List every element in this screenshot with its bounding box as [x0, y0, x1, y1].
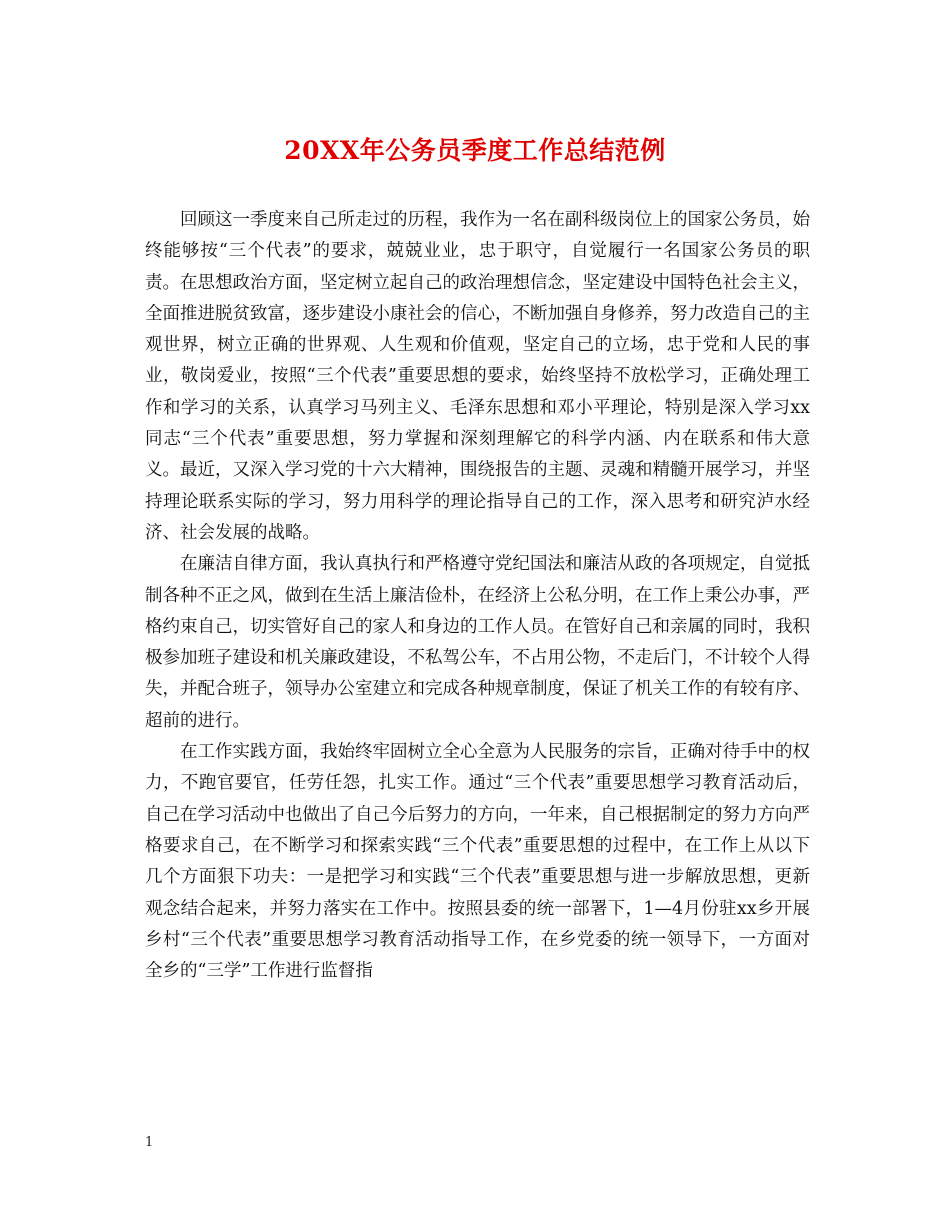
paragraph-work-practice: 在工作实践方面，我始终牢固树立全心全意为人民服务的宗旨，正确对待手中的权力，不跑官要官，任劳任怨，扎实工作。通过“三个代表”重要思想学习教育活动后，自己在学习活动中也做出了自己今后努力的方向，一年来，自己根据制定的努力方向严格要求自己，在不断学习和探索实践“三个代表”重要思想的过程中，在工作上从以下几个方面狠下功夫：一是把学习和实践“三个代表”重要思想与进一步解放思想，更新观念结合起来，并努力落实在工作中。按照县委的统一部署下，1—4月份驻xx乡开展乡村“三个代表”重要思想学习教育活动指导工作，在乡党委的统一领导下，一方面对全乡的“三学”工作进行监督指: [145, 742, 810, 982]
paragraph-integrity: 在廉洁自律方面，我认真执行和严格遵守党纪国法和廉洁从政的各项规定，自觉抵制各种不正之风，做到在生活上廉洁俭朴，在经济上公私分明，在工作上秉公办事，严格约束自己，切实管好自己的家人和身边的工作人员。在管好自己和亲属的同时，我积极参加班子建设和机关廉政建设，不私驾公车，不占用公物，不走后门，不计较个人得失，并配合班子，领导办公室建立和完成各种规章制度，保证了机关工作的有较有序、超前的进行。: [145, 554, 810, 731]
document-title: 20XX年公务员季度工作总结范例: [284, 136, 666, 165]
document-body: [145, 205, 810, 987]
paragraph-political-thought: 回顾这一季度来自己所走过的历程，我作为一名在副科级岗位上的国家公务员，始终能够按“三个代表”的要求，兢兢业业，忠于职守，自觉履行一名国家公务员的职责。在思想政治方面，坚定树立起自己的政治理想信念，坚定建设中国特色社会主义，全面推进脱贫致富，逐步建设小康社会的信心，不断加强自身修养，努力改造自己的主观世界，树立正确的世界观、人生观和价值观，坚定自己的立场，忠于党和人民的事业，敬岗爱业，按照“三个代表”重要思想的要求，始终坚持不放松学习，正确处理工作和学习的关系，认真学习马列主义、毛泽东思想和邓小平理论，特别是深入学习xx同志“三个代表”重要思想，努力掌握和深刻理解它的科学内涵、内在联系和伟大意义。最近，又深入学习党的十六大精神，围绕报告的主题、灵魂和精髓开展学习，并坚持理论联系实际的学习，努力用科学的理论指导自己的工作，深入思考和研究泸水经济、社会发展的战略。: [145, 210, 810, 543]
page-number: 1: [145, 1135, 154, 1150]
